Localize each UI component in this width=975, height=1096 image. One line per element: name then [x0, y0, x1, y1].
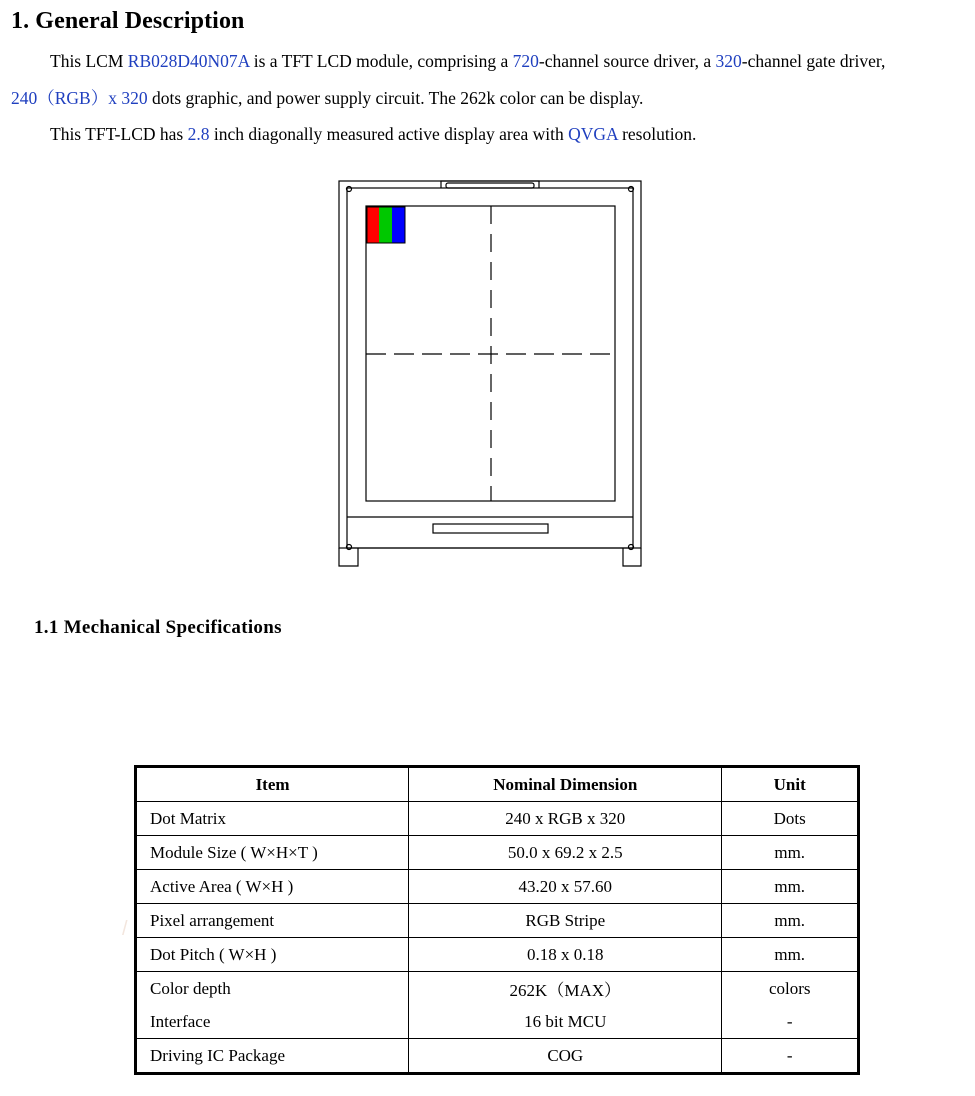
para2-text-1: dots graphic, and power supply circuit. The 262k color can be display.: [147, 88, 644, 108]
mechanical-spec-table: [134, 765, 860, 1075]
table-row: [136, 836, 859, 870]
row-item: Dot Matrix: [136, 802, 409, 836]
left-leg: [339, 548, 358, 566]
header-nominal-dimension: Nominal Dimension: [409, 767, 722, 802]
table-row: [136, 870, 859, 904]
header-unit: Unit: [722, 767, 859, 802]
row-unit: -: [722, 1039, 859, 1074]
row-value: COG: [409, 1039, 722, 1074]
para3-text-2: inch diagonally measured active display area with: [209, 124, 569, 144]
table-row: [136, 938, 859, 972]
table-row: [136, 904, 859, 938]
row-item: Interface: [136, 1005, 409, 1039]
table-row: [136, 972, 859, 1006]
display-format: QVGA: [568, 124, 618, 144]
watermark-fragment: /: [122, 918, 128, 940]
row-item: Dot Pitch ( W×H ): [136, 938, 409, 972]
pixel-green: [379, 207, 392, 243]
section-title: 1. General Description: [11, 8, 245, 34]
row-unit: mm.: [722, 904, 859, 938]
row-unit: mm.: [722, 938, 859, 972]
gate-channel-count: 320: [715, 51, 742, 71]
row-unit: colors: [722, 972, 859, 1006]
description-paragraph-1: [50, 51, 885, 72]
pixel-red: [367, 207, 379, 243]
connector-slot: [433, 524, 548, 533]
row-item: Driving IC Package: [136, 1039, 409, 1074]
row-value: 50.0 x 69.2 x 2.5: [409, 836, 722, 870]
para1-text-2: is a TFT LCD module, comprising a: [249, 51, 513, 71]
row-unit: mm.: [722, 836, 859, 870]
row-item: Module Size ( W×H×T ): [136, 836, 409, 870]
subsection-title: 1.1 Mechanical Specifications: [34, 617, 282, 638]
corner-hole-tr: [629, 187, 634, 192]
corner-hole-tl: [347, 187, 352, 192]
para1-text-1: This LCM: [50, 51, 128, 71]
row-value: 43.20 x 57.60: [409, 870, 722, 904]
top-tab: [441, 181, 539, 188]
row-value: 240 x RGB x 320: [409, 802, 722, 836]
right-leg: [623, 548, 641, 566]
description-paragraph-2: [11, 88, 643, 109]
active-area: [366, 206, 615, 501]
row-item: Color depth: [136, 972, 409, 1006]
para3-text-3: resolution.: [617, 124, 697, 144]
module-outer-outline: [339, 181, 641, 548]
pixel-blue: [392, 207, 405, 243]
diagonal-size: 2.8: [187, 124, 210, 144]
row-value: 262K（MAX）: [409, 972, 722, 1006]
table-row: [136, 1005, 859, 1039]
row-unit: -: [722, 1005, 859, 1039]
row-unit: Dots: [722, 802, 859, 836]
para3-text-1: This TFT-LCD has: [50, 124, 188, 144]
table-row: [136, 1039, 859, 1074]
source-channel-count: 720: [512, 51, 539, 71]
row-value: 0.18 x 0.18: [409, 938, 722, 972]
resolution-value: 240（RGB）x 320: [11, 88, 148, 108]
row-value: RGB Stripe: [409, 904, 722, 938]
corner-hole-bl: [347, 545, 352, 550]
top-tab-inner: [446, 183, 534, 188]
pixel-outline: [367, 207, 405, 243]
header-item: Item: [136, 767, 409, 802]
corner-hole-br: [629, 545, 634, 550]
para1-text-3: -channel source driver, a: [538, 51, 716, 71]
row-item: Active Area ( W×H ): [136, 870, 409, 904]
row-item: Pixel arrangement: [136, 904, 409, 938]
module-inner-frame: [347, 188, 633, 548]
model-number: RB028D40N07A: [127, 51, 250, 71]
row-value: 16 bit MCU: [409, 1005, 722, 1039]
table-header-row: [136, 767, 859, 802]
table-row: [136, 802, 859, 836]
row-unit: mm.: [722, 870, 859, 904]
description-paragraph-3: [50, 124, 696, 145]
para1-text-4: -channel gate driver,: [741, 51, 886, 71]
